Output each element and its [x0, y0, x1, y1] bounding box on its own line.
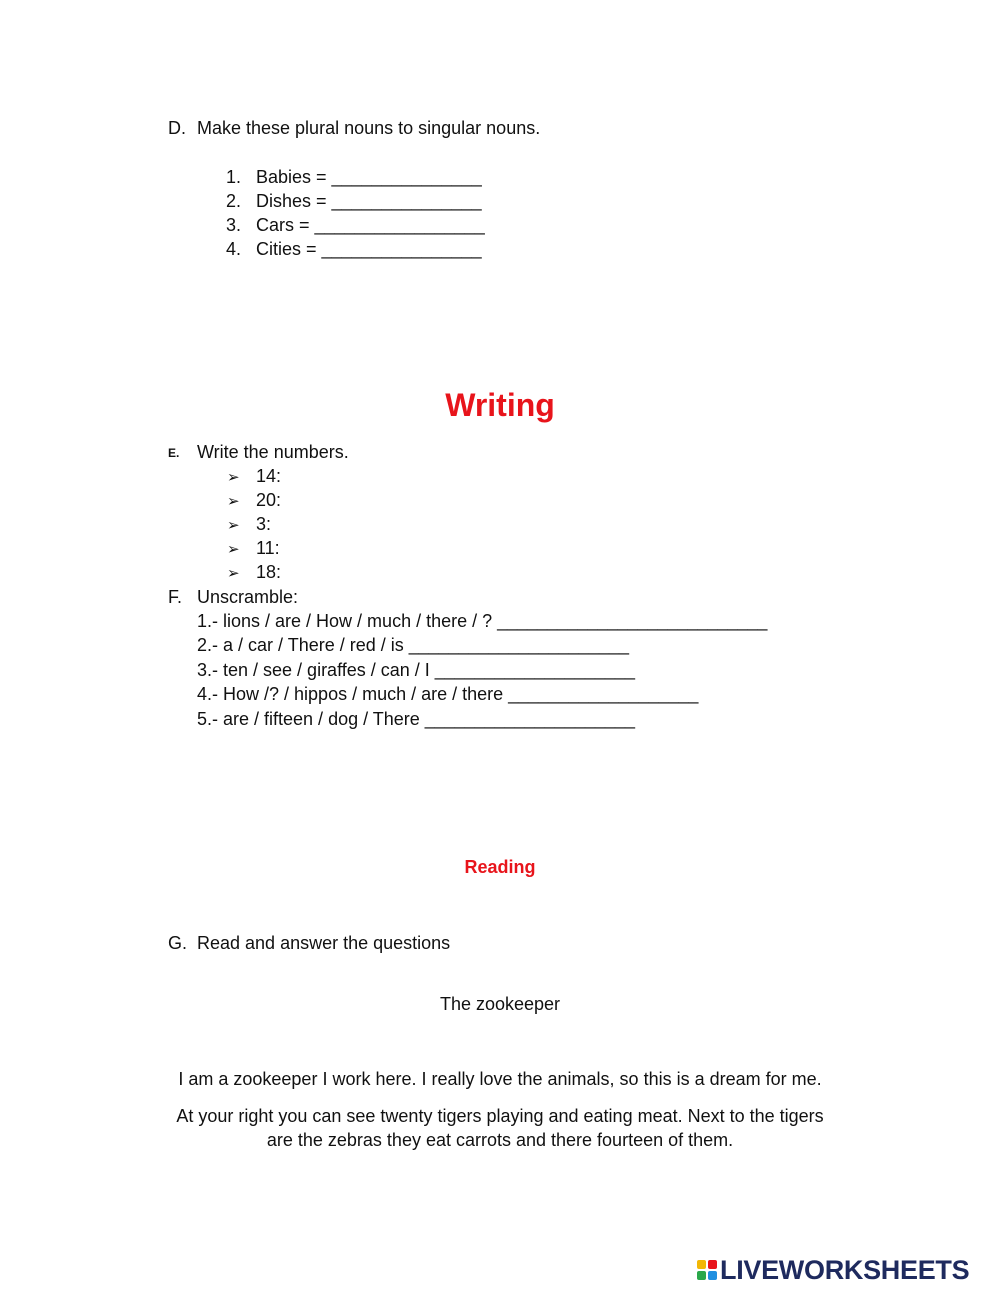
logo-block	[708, 1271, 717, 1280]
story-paragraph-1: I am a zookeeper I work here. I really love the animals, so this is a dream for me.	[178, 1069, 822, 1089]
section-e-item-4	[227, 537, 280, 561]
story-paragraph-2-line-1: At your right you can see twenty tigers playing and eating meat. Next to the tigers	[176, 1106, 824, 1126]
item-number: 3.	[226, 215, 242, 235]
section-e-item-2	[227, 489, 281, 513]
section-e-marker: E.	[168, 446, 180, 460]
story-paragraph-2-line-2: are the zebras they eat carrots and there fourteen of them.	[266, 1130, 734, 1150]
section-e-item-1	[227, 465, 281, 489]
logo-block	[697, 1271, 706, 1280]
section-f-instruction: Unscramble:	[197, 587, 299, 607]
section-d-item-3	[226, 214, 485, 236]
section-g-instruction: Read and answer the questions	[197, 933, 451, 953]
item-number: 2.	[226, 191, 242, 211]
section-d-item-4	[226, 238, 482, 260]
logo-text: LIVEWORKSHEETS	[720, 1255, 970, 1285]
section-e-instruction: Write the numbers.	[197, 442, 349, 462]
item-number: 1.	[226, 167, 242, 187]
arrow-bullet-icon: ➢	[227, 469, 240, 486]
arrow-bullet-icon: ➢	[227, 541, 240, 558]
item-text: 18:	[256, 562, 282, 582]
arrow-bullet-icon: ➢	[227, 517, 240, 534]
section-d-item-2	[226, 190, 482, 212]
section-d-marker: D.	[168, 118, 186, 138]
logo-block	[697, 1260, 706, 1269]
item-text: 14:	[256, 466, 282, 486]
section-f-item-4: 4.- How /? / hippos / much / are / there ___________________	[197, 684, 699, 704]
logo-block	[708, 1260, 717, 1269]
story-title: The zookeeper	[439, 994, 561, 1014]
item-text: Dishes = _______________	[256, 191, 482, 211]
item-text: Babies = _______________	[256, 167, 482, 187]
section-e-item-5	[227, 561, 281, 585]
section-f-item-3: 3.- ten / see / giraffes / can / I ____________________	[197, 660, 636, 680]
arrow-bullet-icon: ➢	[227, 493, 240, 510]
item-text: 20:	[256, 490, 282, 510]
liveworksheets-logo	[697, 1255, 969, 1285]
logo-blocks-icon	[697, 1260, 717, 1280]
section-f-item-5: 5.- are / fifteen / dog / There _____________________	[197, 709, 636, 729]
section-e-item-3	[227, 513, 271, 537]
section-f-item-1: 1.- lions / are / How / much / there / ? ___________________________	[197, 611, 768, 631]
item-text: Cities = ________________	[256, 239, 482, 259]
item-text: 3:	[256, 514, 272, 534]
item-text: Cars = _________________	[256, 215, 485, 235]
reading-heading: Reading	[464, 857, 536, 877]
section-d-item-1	[226, 166, 482, 188]
writing-heading: Writing	[445, 387, 555, 423]
section-f-marker: F.	[168, 587, 183, 607]
section-f-item-2: 2.- a / car / There / red / is ______________________	[197, 635, 629, 655]
section-g-marker: G.	[168, 933, 188, 953]
section-d-instruction: Make these plural nouns to singular nouns.	[197, 118, 541, 138]
item-text: 11:	[256, 538, 280, 558]
item-number: 4.	[226, 239, 242, 259]
arrow-bullet-icon: ➢	[227, 565, 240, 582]
